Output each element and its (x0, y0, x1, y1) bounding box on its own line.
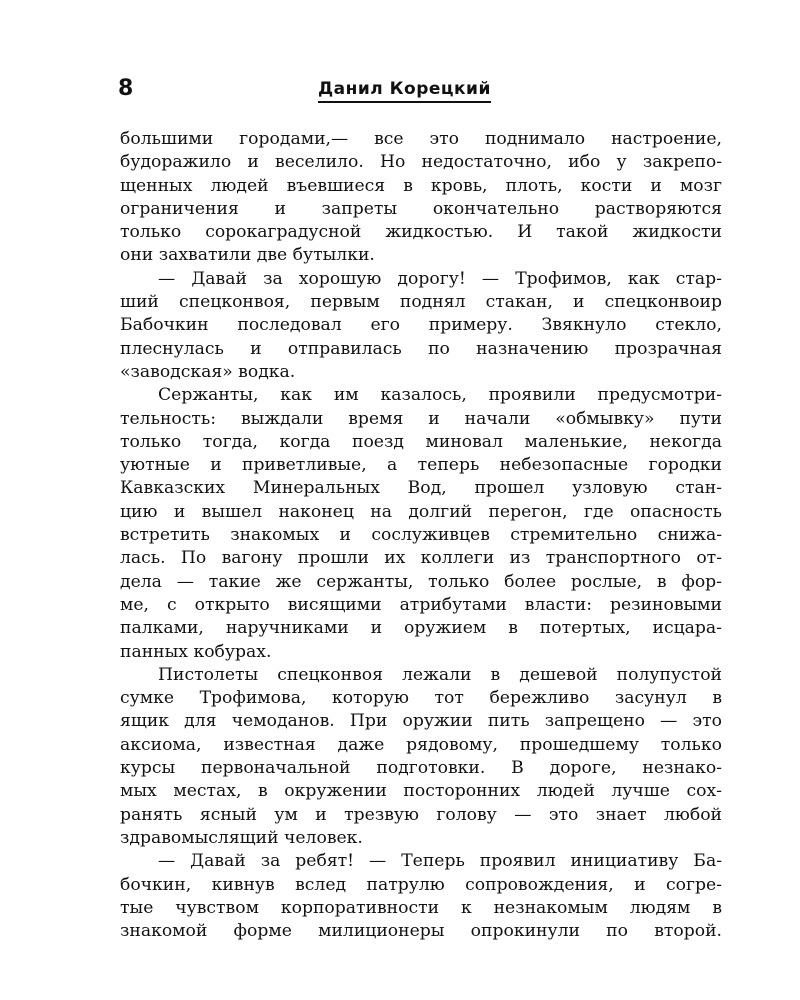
text-line: ший спецконвоя, первым поднял стакан, и спецконвоир (120, 292, 722, 313)
text-line: сумке Трофимова, которую тот бережливо засунул в (120, 688, 722, 709)
text-line: щенных людей въевшиеся в кровь, плоть, кости и мозг (120, 175, 722, 196)
text-line: ранять ясный ум и трезвую голову — это знает любой (120, 804, 722, 825)
text-line: тельность: выждали время и начали «обмывку» пути (120, 408, 722, 429)
text-line: плеснулась и отправилась по назначению прозрачная (120, 338, 722, 359)
text-line: встретить знакомых и сослуживцев стремительно снижа- (120, 525, 722, 546)
text-line: аксиома, известная даже рядовому, прошедшему только (120, 734, 722, 755)
text-line: панных кобурах. (120, 641, 272, 662)
body-text (120, 128, 722, 943)
text-line: лась. По вагону прошли их коллеги из транспортного от- (120, 548, 722, 569)
text-line: знакомой форме милиционеры опрокинули по второй. (120, 921, 722, 942)
text-line: — Давай за ребят! — Теперь проявил инициативу Ба- (158, 851, 722, 872)
page-number: 8 (118, 76, 134, 101)
text-line: только сорокаградусной жидкостью. И такой жидкости (120, 222, 722, 243)
text-line: ограничения и запреты окончательно растворяются (120, 198, 722, 219)
text-line: они захватили две бутылки. (120, 245, 375, 266)
text-line: мых местах, в окружении посторонних людей лучше сох- (120, 781, 722, 802)
text-line: палками, наручниками и оружием в потертых, исцара- (120, 618, 722, 639)
text-line: Бабочкин последовал его примеру. Звякнуло стекло, (120, 315, 722, 336)
text-line: большими городами,— все это поднимало настроение, (120, 129, 722, 149)
text-line: цию и вышел наконец на долгий перегон, где опасность (120, 501, 722, 522)
text-line: — Давай за хорошую дорогу! — Трофимов, как стар- (158, 268, 722, 289)
text-line: Кавказских Минеральных Вод, прошел узловую стан- (120, 478, 722, 499)
text-line: тые чувством корпоративности к незнакомым людям в (120, 897, 722, 918)
text-line: уютные и приветливые, а теперь небезопасные городки (120, 455, 722, 476)
text-line: ме, с открыто висящими атрибутами власти: резиновыми (120, 594, 722, 615)
text-line: бочкин, кивнув вслед патрулю сопровождения, и согре- (120, 874, 722, 895)
text-line: ящик для чемоданов. При оружии пить запрещено — это (120, 711, 722, 732)
text-line: Пистолеты спецконвоя лежали в дешевой полупустой (158, 664, 722, 685)
text-line: здравомыслящий человек. (120, 827, 363, 848)
text-line: только тогда, когда поезд миновал маленькие, некогда (120, 431, 722, 452)
text-line: курсы первоначальной подготовки. В дороге, незнако- (120, 758, 722, 779)
running-head-author: Данил Корецкий (318, 78, 491, 103)
text-line: Сержанты, как им казалось, проявили предусмотри- (158, 385, 722, 406)
text-line: «заводская» водка. (120, 361, 296, 382)
text-line: дела — такие же сержанты, только более рослые, в фор- (120, 571, 722, 592)
text-line: будоражило и веселило. Но недостаточно, ибо у закрепо- (120, 152, 722, 173)
